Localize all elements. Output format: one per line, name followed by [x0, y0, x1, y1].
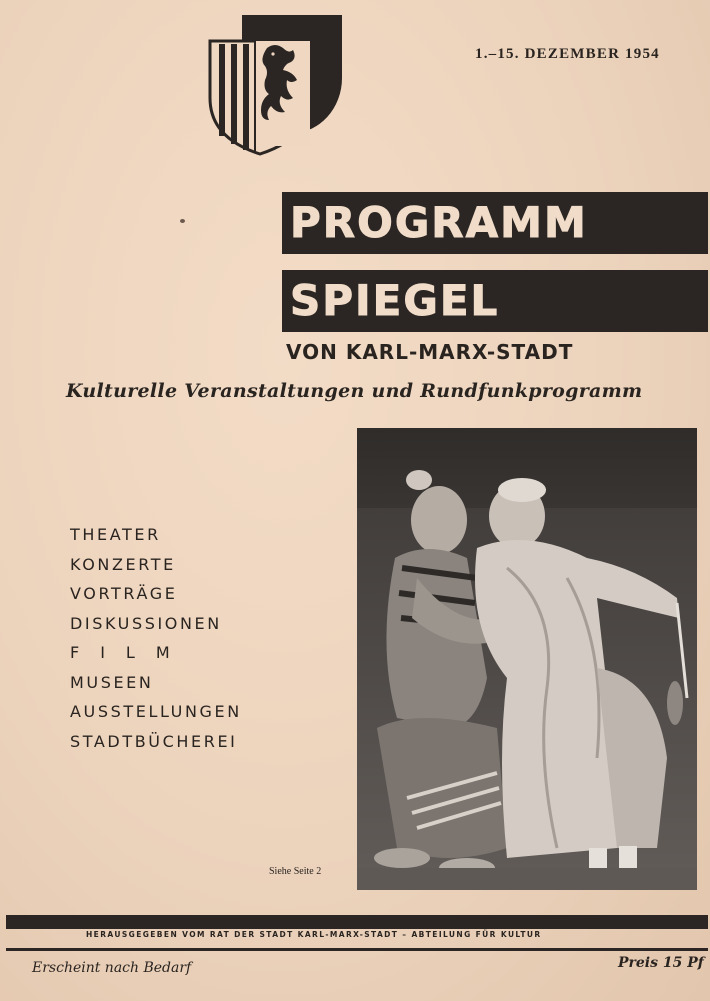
frequency-note: Erscheint nach Bedarf [32, 960, 192, 976]
topic-item: DISKUSSIONEN [70, 613, 222, 633]
city-subtitle: VON KARL-MARX-STADT [286, 340, 574, 364]
topic-item: STADTBÜCHEREI [70, 731, 238, 751]
topic-item: THEATER [70, 525, 161, 544]
topic-item: AUSSTELLUNGEN [70, 702, 242, 721]
photo-caption: Siehe Seite 2 [269, 866, 322, 877]
publisher-line: HERAUSGEGEBEN VOM RAT DER STADT KARL-MARX-STADT – ABTEILUNG FÜR KULTUR [86, 930, 542, 939]
topic-list [70, 520, 242, 756]
stage-photo-illustration [357, 428, 697, 890]
paper-speck [180, 219, 185, 223]
footer-rule-thin [6, 948, 708, 951]
title-line-2 [282, 270, 708, 332]
topic-item: KONZERTE [70, 554, 176, 574]
footer-rule-thick [6, 915, 708, 929]
stage-photo [357, 428, 697, 890]
price-label: Preis 15 Pf [618, 955, 704, 971]
title-line-2-text: SPIEGEL [290, 276, 500, 325]
title-line-1 [282, 192, 708, 254]
topic-item: VORTRÄGE [70, 584, 178, 603]
tagline: Kulturelle Veranstaltungen und Rundfunkprogramm [66, 380, 643, 402]
title-line-1-text: PROGRAMM [290, 198, 588, 247]
topic-item: MUSEEN [70, 672, 154, 692]
topic-item: FILM [70, 643, 191, 662]
issue-date: 1.–15. DEZEMBER 1954 [475, 46, 660, 62]
saxony-lion-coat-of-arms-icon [207, 38, 313, 156]
